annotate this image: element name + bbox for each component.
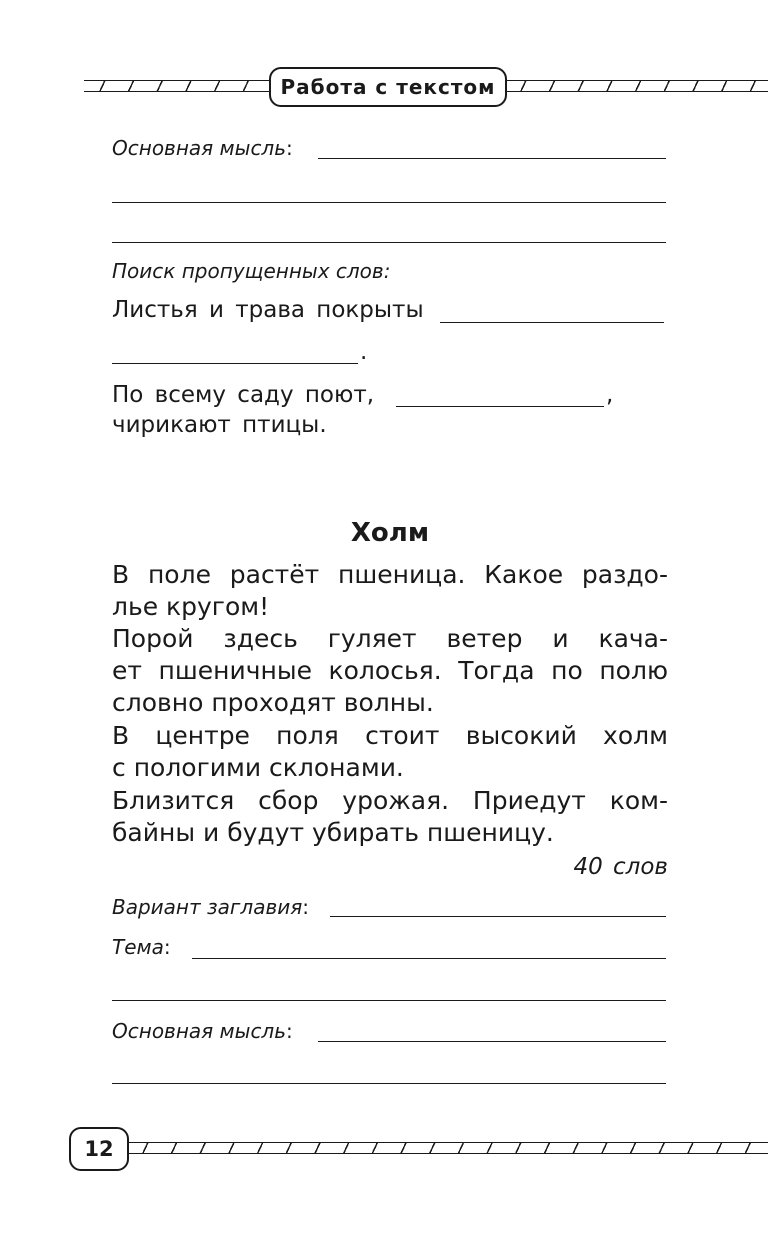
word-count: 40 слов [573, 854, 668, 880]
section-header-title: Работа с текстом [280, 75, 496, 99]
main-idea-answer-line-2[interactable] [112, 202, 666, 203]
footer-band [127, 1142, 768, 1154]
sentence-1-end: . [360, 339, 368, 365]
topic-answer-line-1[interactable] [192, 958, 666, 959]
story-line-9: байны и будут убирать пшеницу. [112, 818, 554, 847]
story-line-7: с пологими склонами. [112, 753, 404, 782]
story-line-5: словно проходят волны. [112, 688, 434, 717]
title-variant-label: Вариант заглавия: [112, 895, 310, 919]
story-line-3: Порой здесь гуляет ветер и кача- [112, 624, 668, 653]
main-idea-label-bottom: Основная мысль: [112, 1019, 293, 1043]
sentence-2-end: чирикают птицы. [112, 412, 327, 438]
main-idea-answer-line-1[interactable] [318, 158, 666, 159]
story-line-8: Близится сбор урожая. Приедут ком- [112, 786, 668, 815]
sentence-2-comma: , [606, 382, 614, 408]
missing-words-label: Поиск пропущенных слов: [112, 259, 391, 283]
main-idea-bottom-answer-line-2[interactable] [112, 1083, 666, 1084]
page-number: 12 [84, 1137, 114, 1161]
story-line-2: лье кругом! [112, 592, 270, 621]
story-line-1: В поле растёт пшеница. Какое раздо- [112, 560, 668, 589]
sentence-1-start: Листья и трава покрыты [112, 297, 424, 323]
story-line-4: ет пшеничные колосья. Тогда по полю [112, 656, 668, 685]
story-line-6: В центре поля стоит высокий холм [112, 721, 668, 750]
story-title: Холм [350, 518, 430, 548]
sentence-1-blank-1[interactable] [440, 322, 664, 323]
topic-answer-line-2[interactable] [112, 1000, 666, 1001]
title-variant-answer-line[interactable] [330, 916, 666, 917]
main-idea-bottom-answer-line-1[interactable] [318, 1041, 666, 1042]
topic-label: Тема: [112, 935, 171, 959]
sentence-2-start: По всему саду поют, [112, 382, 375, 408]
section-header [269, 67, 507, 107]
header-band-left [84, 80, 271, 92]
header-band-right [505, 80, 768, 92]
main-idea-label-top: Основная мысль: [112, 136, 293, 160]
sentence-1-blank-2[interactable] [112, 363, 358, 364]
sentence-2-blank[interactable] [396, 406, 604, 407]
page-number-badge [69, 1127, 129, 1171]
main-idea-answer-line-3[interactable] [112, 242, 666, 243]
